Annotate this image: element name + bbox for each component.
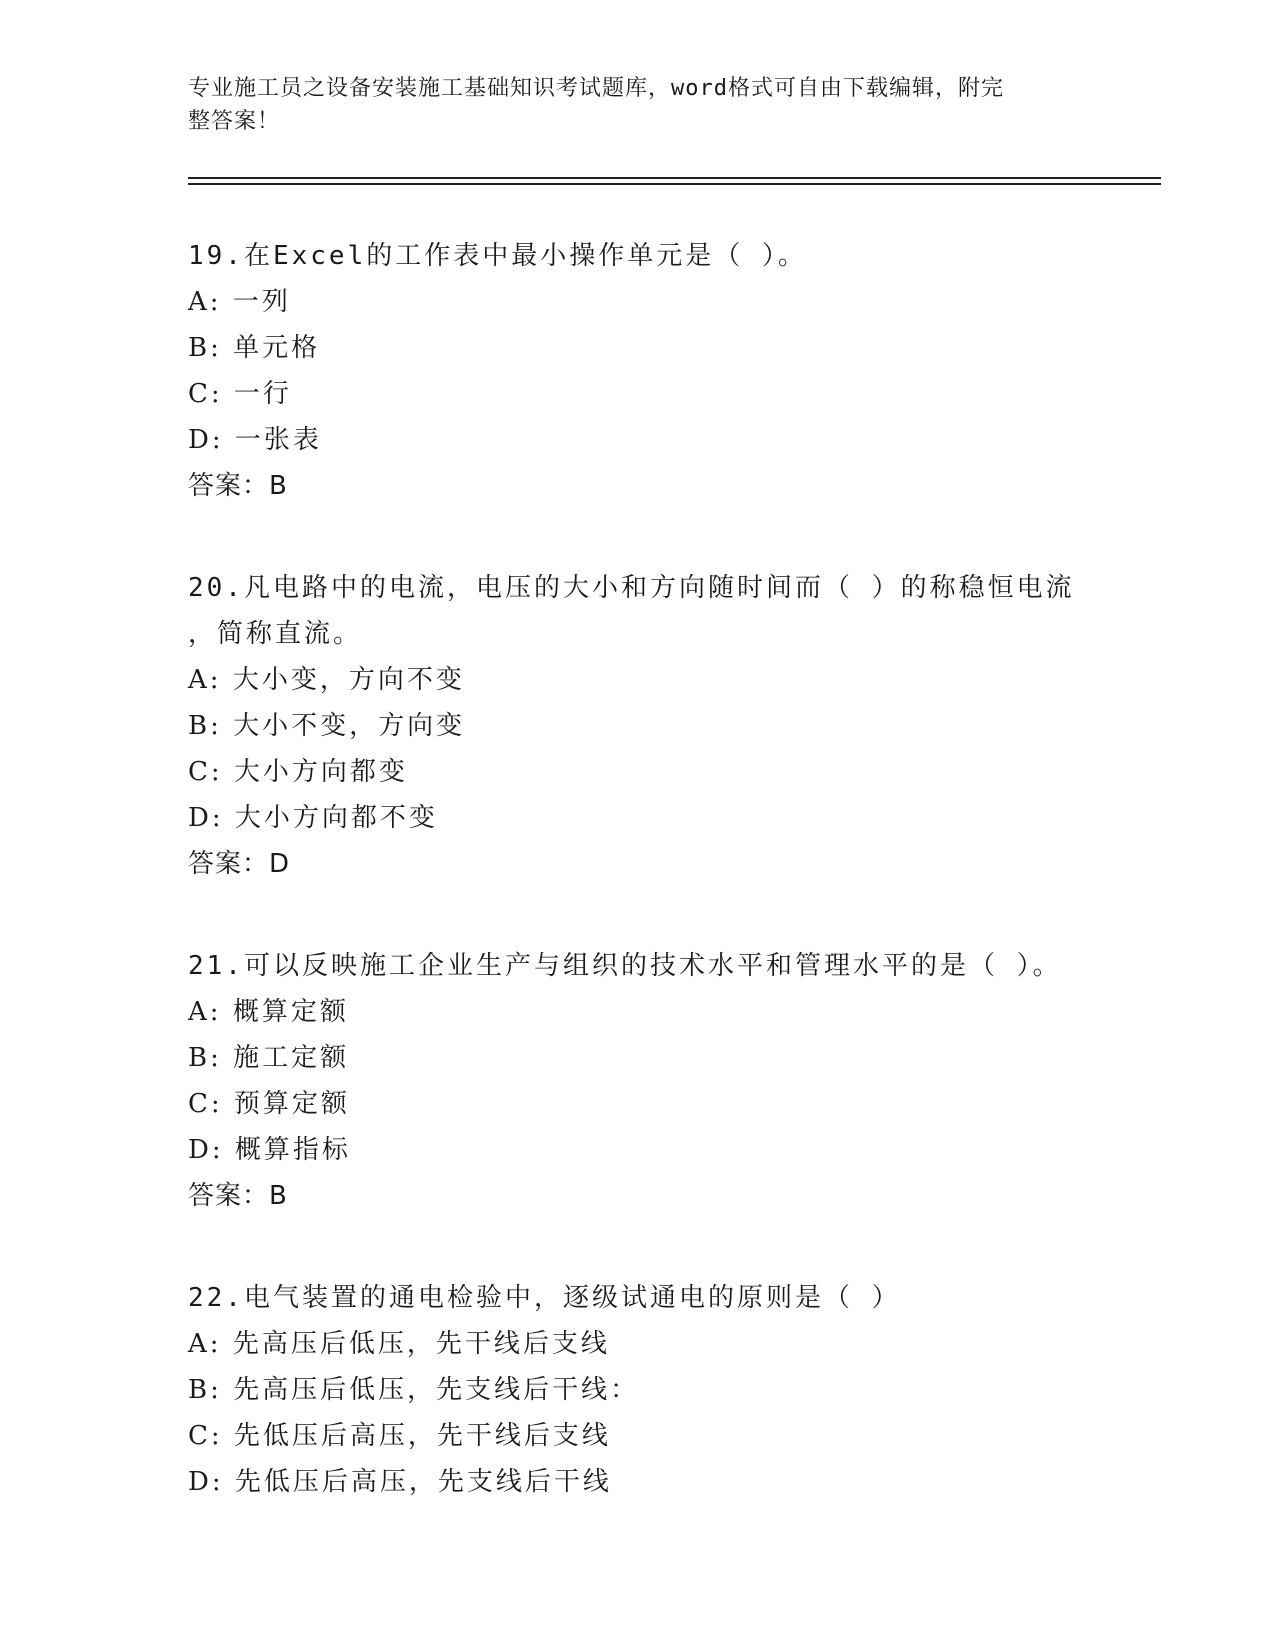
option-key: A:: [188, 287, 222, 317]
option-key: A:: [188, 997, 222, 1027]
option-b: [188, 1035, 1088, 1081]
option-a: [188, 279, 1088, 325]
option-d: [188, 1459, 1088, 1505]
option-text: 先低压后高压，先干线后支线: [233, 1421, 611, 1451]
option-text: 一行: [233, 379, 292, 409]
option-text: 大小方向都变: [233, 757, 408, 787]
option-key: B:: [188, 1043, 222, 1073]
option-b: [188, 703, 1088, 749]
option-text: 预算定额: [233, 1089, 350, 1119]
option-text: 概算定额: [232, 997, 349, 1027]
option-text: 先低压后高压，先支线后干线: [234, 1467, 612, 1497]
option-text: 先高压后低压，先支线后干线：: [233, 1375, 640, 1405]
question-stem: 21.可以反映施工企业生产与组织的技术水平和管理水平的是（ ）。: [188, 951, 1062, 981]
option-d: [188, 417, 1088, 463]
option-text: 施工定额: [233, 1043, 350, 1073]
option-d: [188, 1127, 1088, 1173]
option-text: 一张表: [234, 425, 322, 455]
answer-line: 答案：B: [188, 471, 288, 501]
option-key: D:: [188, 1467, 224, 1497]
option-text: 大小方向都不变: [234, 803, 438, 833]
question-stem: 19.在Excel的工作表中最小操作单元是（ ）。: [188, 241, 807, 271]
answer-line: 答案：B: [188, 1181, 288, 1211]
question-stem: 20.凡电路中的电流，电压的大小和方向随时间而（ ）的称稳恒电流: [188, 573, 1075, 603]
question-list: [188, 233, 1088, 1561]
option-key: A:: [188, 1329, 222, 1359]
option-key: C:: [188, 1089, 223, 1119]
option-text: 先高压后低压，先干线后支线: [232, 1329, 610, 1359]
option-c: [188, 1413, 1088, 1459]
option-key: D:: [188, 1135, 224, 1165]
option-b: [188, 1367, 1088, 1413]
header-divider-bottom: [188, 183, 1161, 185]
option-text: 大小变，方向不变: [232, 665, 465, 695]
option-key: A:: [188, 665, 222, 695]
option-key: B:: [188, 1375, 222, 1405]
option-c: [188, 1081, 1088, 1127]
question-21: [188, 943, 1088, 1219]
option-a: [188, 989, 1088, 1035]
question-stem-continued: ，简称直流。: [188, 619, 363, 649]
option-text: 一列: [232, 287, 291, 317]
option-a: [188, 657, 1088, 703]
option-key: B:: [188, 333, 222, 363]
header-divider-top: [188, 177, 1161, 179]
option-c: [188, 749, 1088, 795]
question-20: [188, 565, 1088, 887]
header-title-line-2: 整答案！: [188, 109, 281, 134]
option-text: 大小不变，方向变: [233, 711, 466, 741]
option-key: B:: [188, 711, 222, 741]
option-a: [188, 1321, 1088, 1367]
question-19: [188, 233, 1088, 509]
option-d: [188, 795, 1088, 841]
option-text: 单元格: [233, 333, 321, 363]
option-key: D:: [188, 425, 224, 455]
option-key: C:: [188, 379, 223, 409]
document-header: [188, 72, 1068, 138]
question-stem: 22.电气装置的通电检验中，逐级试通电的原则是（ ）: [188, 1283, 901, 1313]
option-key: C:: [188, 1421, 223, 1451]
option-c: [188, 371, 1088, 417]
option-key: C:: [188, 757, 223, 787]
answer-line: 答案：D: [188, 849, 291, 879]
header-title-line-1: 专业施工员之设备安装施工基础知识考试题库，word格式可自由下载编辑，附完: [188, 76, 1004, 101]
option-key: D:: [188, 803, 224, 833]
option-text: 概算指标: [234, 1135, 351, 1165]
question-22: [188, 1275, 1088, 1505]
option-b: [188, 325, 1088, 371]
